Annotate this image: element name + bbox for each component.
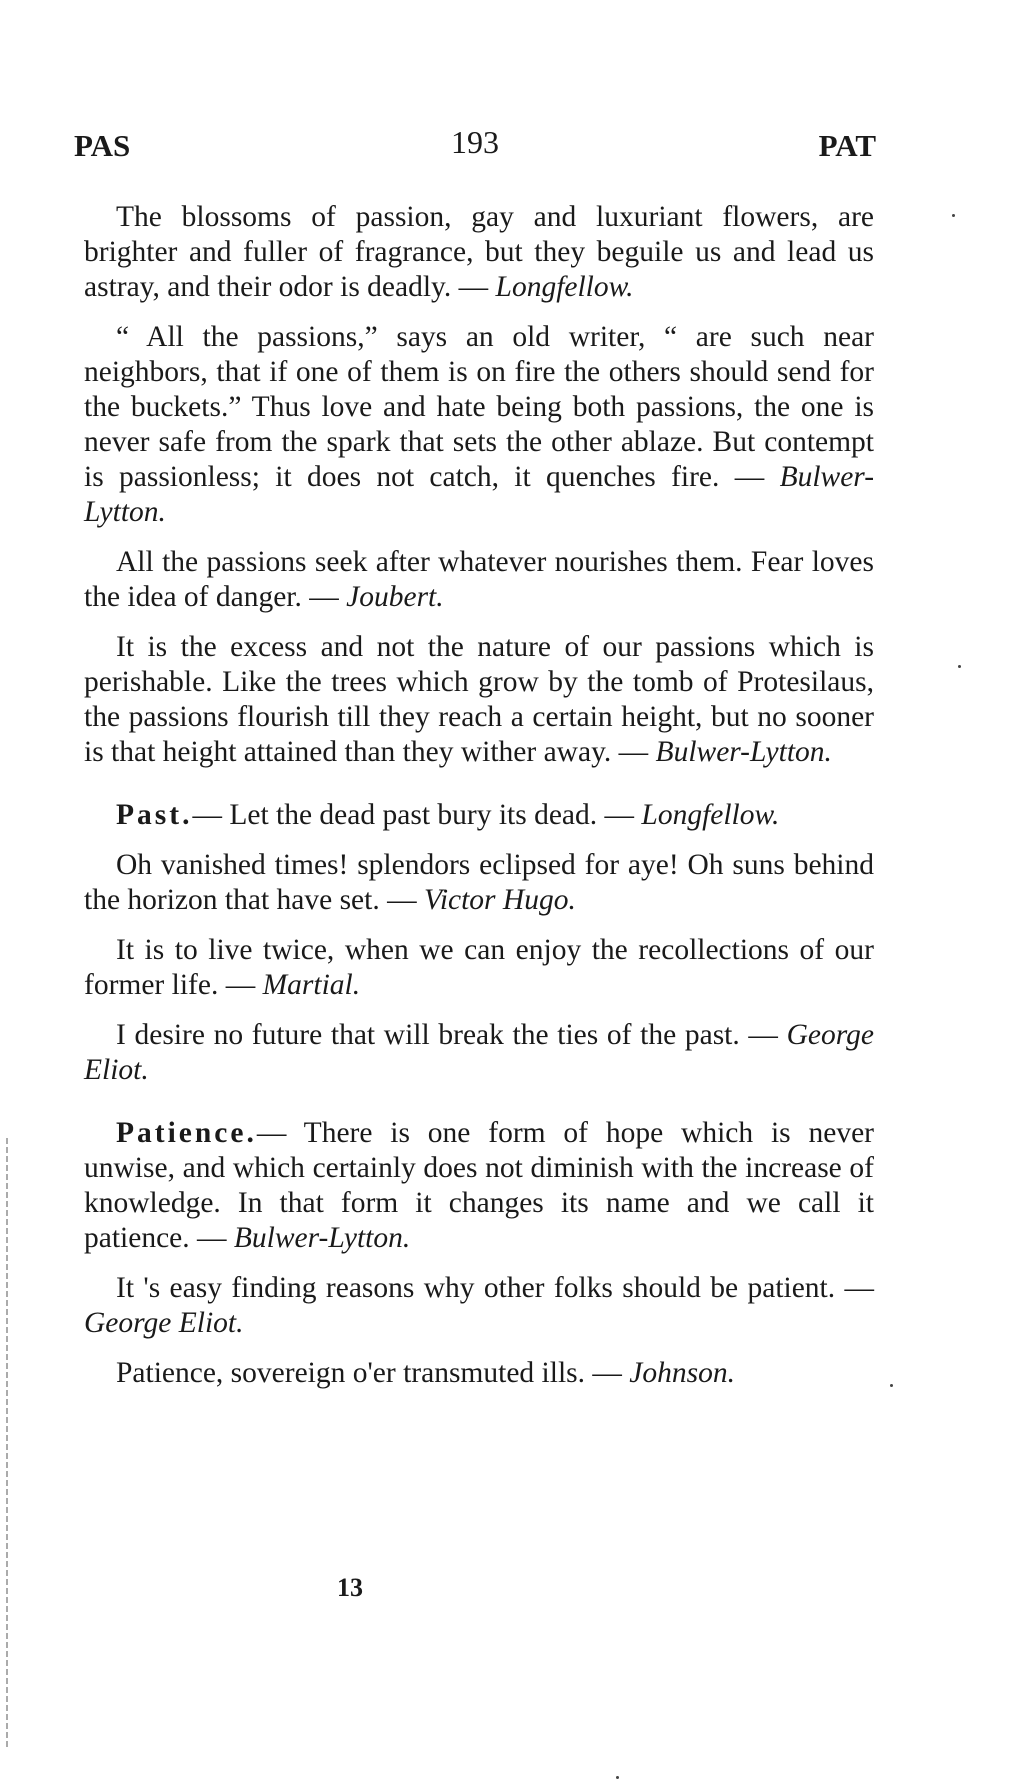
quotation [84, 630, 874, 770]
topic-heading: Patience. [116, 1117, 257, 1149]
printer-signature-mark: 13 [337, 1573, 363, 1602]
quotation-author: Johnson. [629, 1357, 735, 1389]
quotation-author: Bulwer-Lytton. [84, 461, 875, 528]
page-number: 193 [451, 124, 499, 160]
quotation [84, 1271, 874, 1341]
quotation-text: I desire no future that will break the ties of the past. — [116, 1019, 778, 1051]
binding-edge-shadow [6, 1138, 8, 1750]
header-left-guide-word: PAS [74, 128, 131, 163]
quotation-list [84, 200, 874, 1406]
running-header [74, 124, 876, 172]
quotation-author: Joubert. [346, 581, 444, 613]
quotation-text: “ All the passions,” says an old writer, “ are such near neighbors, that if one of them is on fire the others should send for the buckets.” Thus love and hate being both passions, the one is never safe from the spark that sets the other ablaze. But contempt is passionless; it does not catch, it quenches fire. — [84, 321, 874, 493]
quotation-author: Victor Hugo. [423, 884, 576, 916]
quotation-text: The blossoms of passion, gay and luxuriant flowers, are brighter and fuller of fragrance, but they beguile us and lead us astray, and their odor is deadly. — [84, 201, 874, 303]
quotation [84, 1116, 874, 1256]
quotation [84, 798, 874, 833]
paper-speck [952, 214, 955, 217]
quotation [84, 1356, 874, 1391]
quotation-text: It is to live twice, when we can enjoy the recollections of our former life. — [84, 934, 874, 1001]
quotation-author: Bulwer-Lytton. [655, 736, 832, 768]
quotation-text: Oh vanished times! splendors eclipsed for aye! Oh suns behind the horizon that have set. — [84, 849, 874, 916]
quotation-text: It is the excess and not the nature of our passions which is perishable. Like the trees which grow by the tomb of Protesilaus, the passions flourish till they reach a certain height, but no sooner is that height attained than they wither away. — [84, 631, 874, 768]
paper-speck [616, 1776, 619, 1779]
header-right-guide-word: PAT [818, 128, 876, 163]
quotation-author: Martial. [262, 969, 361, 1001]
quotation-text: — There is one form of hope which is never unwise, and which certainly does not diminish with the increase of knowledge. In that form it changes its name and we call it patience. — [84, 1117, 874, 1254]
quotation-author: Bulwer-Lytton. [233, 1222, 411, 1254]
quotation [84, 545, 874, 615]
quotation-author: George Eliot. [84, 1307, 244, 1339]
topic-heading: Past. [116, 799, 193, 831]
quotation-text: It 's easy finding reasons why other folks should be patient. — [116, 1272, 874, 1304]
quotation [84, 848, 874, 918]
paper-speck [890, 1384, 893, 1387]
paper-speck [958, 665, 961, 668]
quotation-author: Longfellow. [495, 271, 634, 303]
quotation-text: — Let the dead past bury its dead. — [192, 799, 635, 831]
quotation-text: Patience, sovereign o'er transmuted ills. — [116, 1357, 622, 1389]
quotation-author: Longfellow. [641, 799, 780, 831]
quotation [84, 200, 874, 305]
quotation [84, 1018, 874, 1088]
quotation-author: George Eliot. [84, 1019, 875, 1086]
quotation [84, 320, 874, 530]
quotation [84, 933, 874, 1003]
quotation-text: All the passions seek after whatever nourishes them. Fear loves the idea of danger. — [84, 546, 874, 613]
